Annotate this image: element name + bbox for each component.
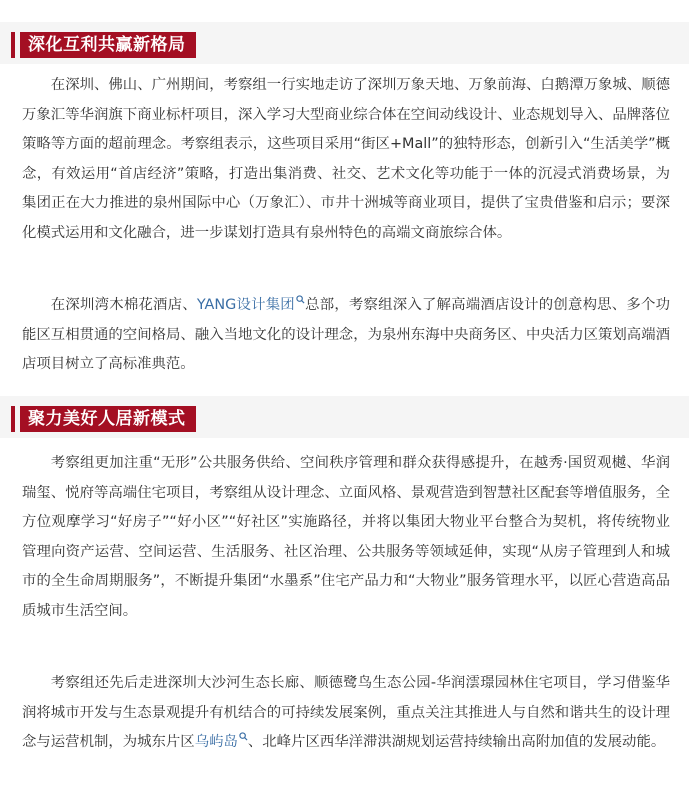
- paragraph: [22, 291, 670, 380]
- paragraph-text: 在深圳湾木棉花酒店、: [50, 297, 197, 313]
- paragraph: [22, 669, 670, 758]
- search-icon[interactable]: [296, 295, 305, 304]
- paragraph-text: 总部，考察组深入了解高端酒店设计的创意构思、多个功能区互相贯通的空间格局、融入当地文化的设计理念，为泉州东海中央商务区、中央活力区策划高端酒店项目树立了高标准典范。: [22, 297, 670, 372]
- paragraph-text: 考察组更加注重“无形”公共服务供给、空间秩序管理和群众获得感提升，在越秀·国贸观樾、华润瑞玺、悦府等高端住宅项目，考察组从设计理念、立面风格、景观营造到智慧社区配套等增值服务，全方位观摩学习“好房子”“好小区”“好社区”实施路径，并将以集团大物业平台整合为契机，将传统物业管理向资产运营、空间运营、生活服务、社区治理、公共服务等领域延伸，实现“从房子管理到人和城市的全生命周期服务”，不断提升集团“水墨系”住宅产品力和“大物业”服务管理水平，以匠心营造高品质城市生活空间。: [22, 455, 670, 619]
- section-accent-bar: [11, 32, 15, 58]
- search-link-wuyudao[interactable]: 乌屿岛: [194, 734, 238, 750]
- section-1: [0, 22, 689, 64]
- section-header: [0, 396, 689, 438]
- paragraph: [22, 449, 670, 626]
- section-header: [0, 22, 689, 64]
- search-icon[interactable]: [239, 732, 248, 741]
- section-accent-bar: [11, 406, 15, 432]
- paragraph: [22, 71, 670, 248]
- section-2: [0, 396, 689, 438]
- search-link-yang[interactable]: YANG设计集团: [196, 297, 295, 313]
- section-title: 聚力美好人居新模式: [20, 406, 196, 432]
- section-title: 深化互利共赢新格局: [20, 32, 196, 58]
- paragraph-text: 在深圳、佛山、广州期间，考察组一行实地走访了深圳万象天地、万象前海、白鹅潭万象城、顺德万象汇等华润旗下商业标杆项目，深入学习大型商业综合体在空间动线设计、业态规划导入、品牌落位策略等方面的超前理念。考察组表示，这些项目采用“街区+Mall”的独特形态，创新引入“生活美学”概念，有效运用“首店经济”策略，打造出集消费、社交、艺术文化等功能于一体的沉浸式消费场景，为集团正在大力推进的泉州国际中心（万象汇）、市井十洲城等商业项目，提供了宝贵借鉴和启示；要深化模式运用和文化融合，进一步谋划打造具有泉州特色的高端文商旅综合体。: [22, 77, 670, 241]
- paragraph-text: 、北峰片区西华洋滞洪湖规划运营持续输出高附加值的发展动能。: [247, 734, 666, 750]
- paragraph-text: 考察组还先后走进深圳大沙河生态长廊、顺德鹭鸟生态公园-华润澐璟园林住宅项目，学习借鉴华润将城市开发与生态景观提升有机结合的可持续发展案例，重点关注其推进人与自然和谐共生的设计理念与运营机制，为城东片区: [22, 675, 670, 750]
